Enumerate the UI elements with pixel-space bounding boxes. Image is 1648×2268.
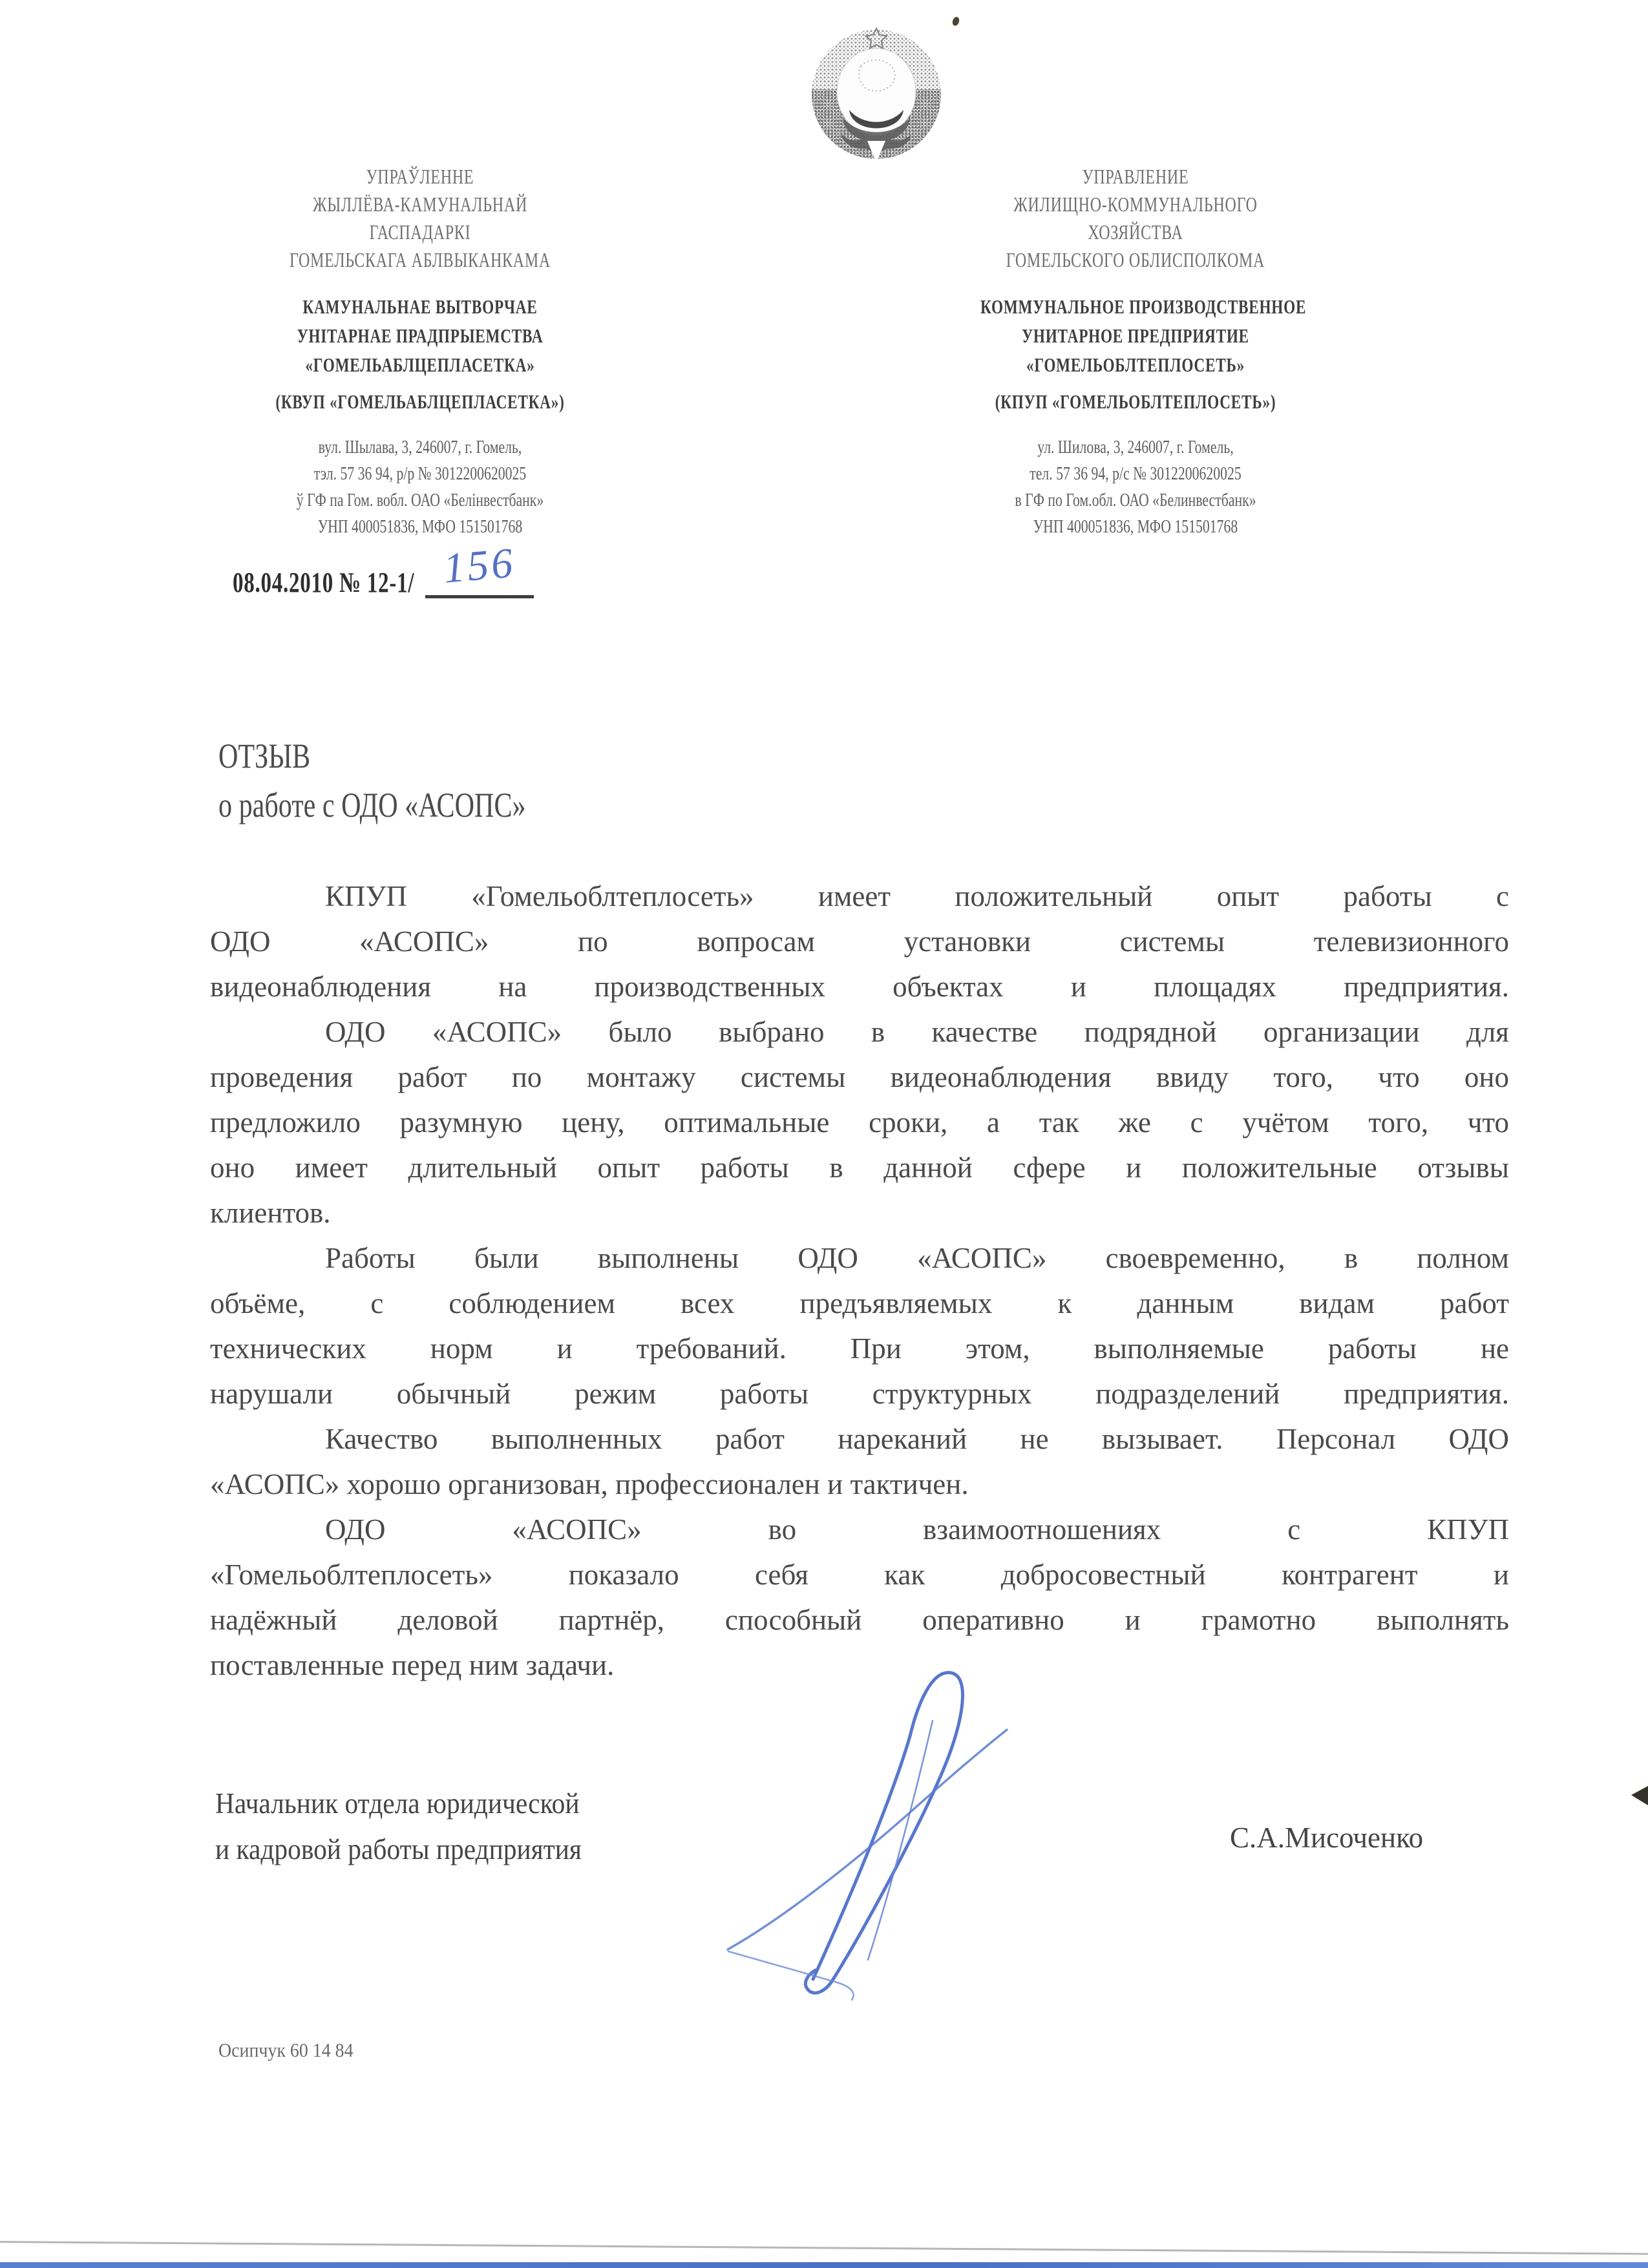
coat-of-arms-belarus-icon [808, 26, 945, 163]
body-line: клиентов. [210, 1197, 331, 1229]
letterhead-left-address-line: вул. Шылава, 3, 246007, г. Гомель, [318, 437, 522, 457]
body-line: объёме, с соблюдением всех предъявляемых к данным видам работ [210, 1287, 1509, 1319]
paragraph [210, 1009, 1509, 1235]
body-line: Качество выполненных работ нареканий не вызывает. Персонал ОДО [325, 1423, 1509, 1455]
letterhead-left-organization-line: УНІТАРНАЕ ПРАДПРЫЕМСТВА [297, 324, 544, 347]
letterhead-left-address-line: тэл. 57 36 94, р/р № 3012200620025 [313, 463, 527, 484]
executor-phone: Осипчук 60 14 84 [218, 2039, 354, 2061]
letterhead-left-address-line: УНП 400051836, МФО 151501768 [317, 516, 523, 537]
letterhead-right-organization-line: «ГОМЕЛЬОБЛТЕПЛОСЕТЬ» [1026, 353, 1245, 376]
document-title: ОТЗЫВ [218, 737, 311, 775]
body-line: видеонаблюдения на производственных объектах и площадях предприятия. [210, 971, 1509, 1003]
body-line: нарушали обычный режим работы структурных подразделений предприятия. [210, 1378, 1509, 1410]
body-line: Работы были выполнены ОДО «АСОПС» своевременно, в полном [325, 1242, 1509, 1274]
letterhead-right-department-line: УПРАВЛЕНИЕ [1082, 165, 1189, 188]
body-line: ОДО «АСОПС» во взаимоотношениях с КПУП [325, 1513, 1509, 1546]
document-subtitle: о работе с ОДО «АСОПС» [218, 786, 526, 824]
handwritten-outgoing-number: 156 [441, 539, 518, 593]
letterhead-left-organization-line: «ГОМЕЛЬАБЛЦЕПЛАСЕТКА» [305, 353, 535, 376]
letterhead-right-org-short: (КПУП «ГОМЕЛЬОБЛТЕПЛОСЕТЬ») [995, 390, 1276, 413]
letterhead-right-department-line: ГОМЕЛЬСКОГО ОБЛИСПОЛКОМА [1006, 248, 1265, 271]
body-line: ОДО «АСОПС» было выбрано в качестве подрядной организации для [325, 1016, 1509, 1048]
letterhead-left-address-line: ў ГФ па Гом. вобл. ОАО «Белінвестбанк» [296, 490, 544, 510]
body-line: «АСОПС» хорошо организован, профессионален и тактичен. [210, 1468, 969, 1500]
letterhead-left-department-line: УПРАЎЛЕННЕ [366, 165, 474, 188]
reference-date-number: 08.04.2010 № 12-1/ [233, 567, 415, 598]
body-line: проведения работ по монтажу системы видеонаблюдения ввиду того, что оно [210, 1061, 1509, 1093]
body-line: оно имеет длительный опыт работы в данной сфере и положительные отзывы [210, 1151, 1509, 1184]
letterhead-right-address-line: ул. Шилова, 3, 246007, г. Гомель, [1037, 437, 1234, 457]
letterhead-right [980, 163, 1307, 540]
letterhead-right-department-line: ХОЗЯЙСТВА [1088, 220, 1183, 244]
letterhead-left-department-line: ГОМЕЛЬСКАГА АБЛВЫКАНКАМА [289, 248, 551, 271]
letterhead-left-organization-line: КАМУНАЛЬНАЕ ВЫТВОРЧАЕ [302, 295, 538, 318]
body-line: предложило разумную цену, оптимальные сроки, а так же с учётом того, что [210, 1106, 1509, 1139]
scan-speck [951, 16, 960, 26]
body-line: надёжный деловой партнёр, способный оперативно и грамотно выполнять [210, 1604, 1509, 1636]
scan-fold-line [0, 2241, 1648, 2255]
letterhead-right-address-line: в ГФ по Гом.обл. ОАО «Белинвестбанк» [1015, 490, 1256, 510]
body-line: поставленные перед ним задачи. [210, 1649, 615, 1681]
body-line: ОДО «АСОПС» по вопросам установки системы телевизионного [210, 925, 1509, 958]
paragraph [210, 1235, 1509, 1416]
signature-ink [717, 1657, 1015, 2006]
body-line: технических норм и требований. При этом, выполняемые работы не [210, 1332, 1509, 1365]
body-line: КПУП «Гомельоблтеплосеть» имеет положительный опыт работы с [325, 880, 1509, 912]
signatory-position-line: Начальник отдела юридической [215, 1787, 580, 1820]
signatory-name: С.А.Мисоченко [1230, 1822, 1424, 1854]
letterhead-right-address-line: УНП 400051836, МФО 151501768 [1033, 516, 1238, 537]
paragraph [210, 1416, 1509, 1507]
letterhead-left [265, 163, 575, 540]
letterhead-right-department-line: ЖИЛИЩНО-КОММУНАЛЬНОГО [1013, 193, 1258, 216]
scanner-edge-bar [0, 2262, 1648, 2268]
letterhead-left-department-line: ЖЫЛЛЁВА-КАМУНАЛЬНАЙ [312, 193, 528, 216]
letterhead-left-org-short: (КВУП «ГОМЕЛЬАБЛЦЕПЛАСЕТКА») [275, 390, 565, 413]
letterhead-right-organization-line: УНИТАРНОЕ ПРЕДПРИЯТИЕ [1022, 324, 1249, 347]
letterhead-left-department-line: ГАСПАДАРКІ [369, 220, 471, 244]
letterhead-right-address-line: тел. 57 36 94, р/с № 3012200620025 [1030, 463, 1241, 484]
scan-edge-mark [1631, 1786, 1648, 1805]
signatory-position-line: и кадровой работы предприятия [215, 1833, 582, 1865]
body-line: «Гомельоблтеплосеть» показало себя как добросовестный контрагент и [210, 1559, 1509, 1591]
letter-body [210, 874, 1509, 1688]
paragraph [210, 874, 1509, 1009]
number-underline [425, 595, 534, 598]
signatory-position [215, 1781, 582, 1873]
document-title-block [218, 731, 526, 830]
letterhead-right-organization-line: КОММУНАЛЬНОЕ ПРОИЗВОДСТВЕННОЕ [980, 295, 1307, 318]
